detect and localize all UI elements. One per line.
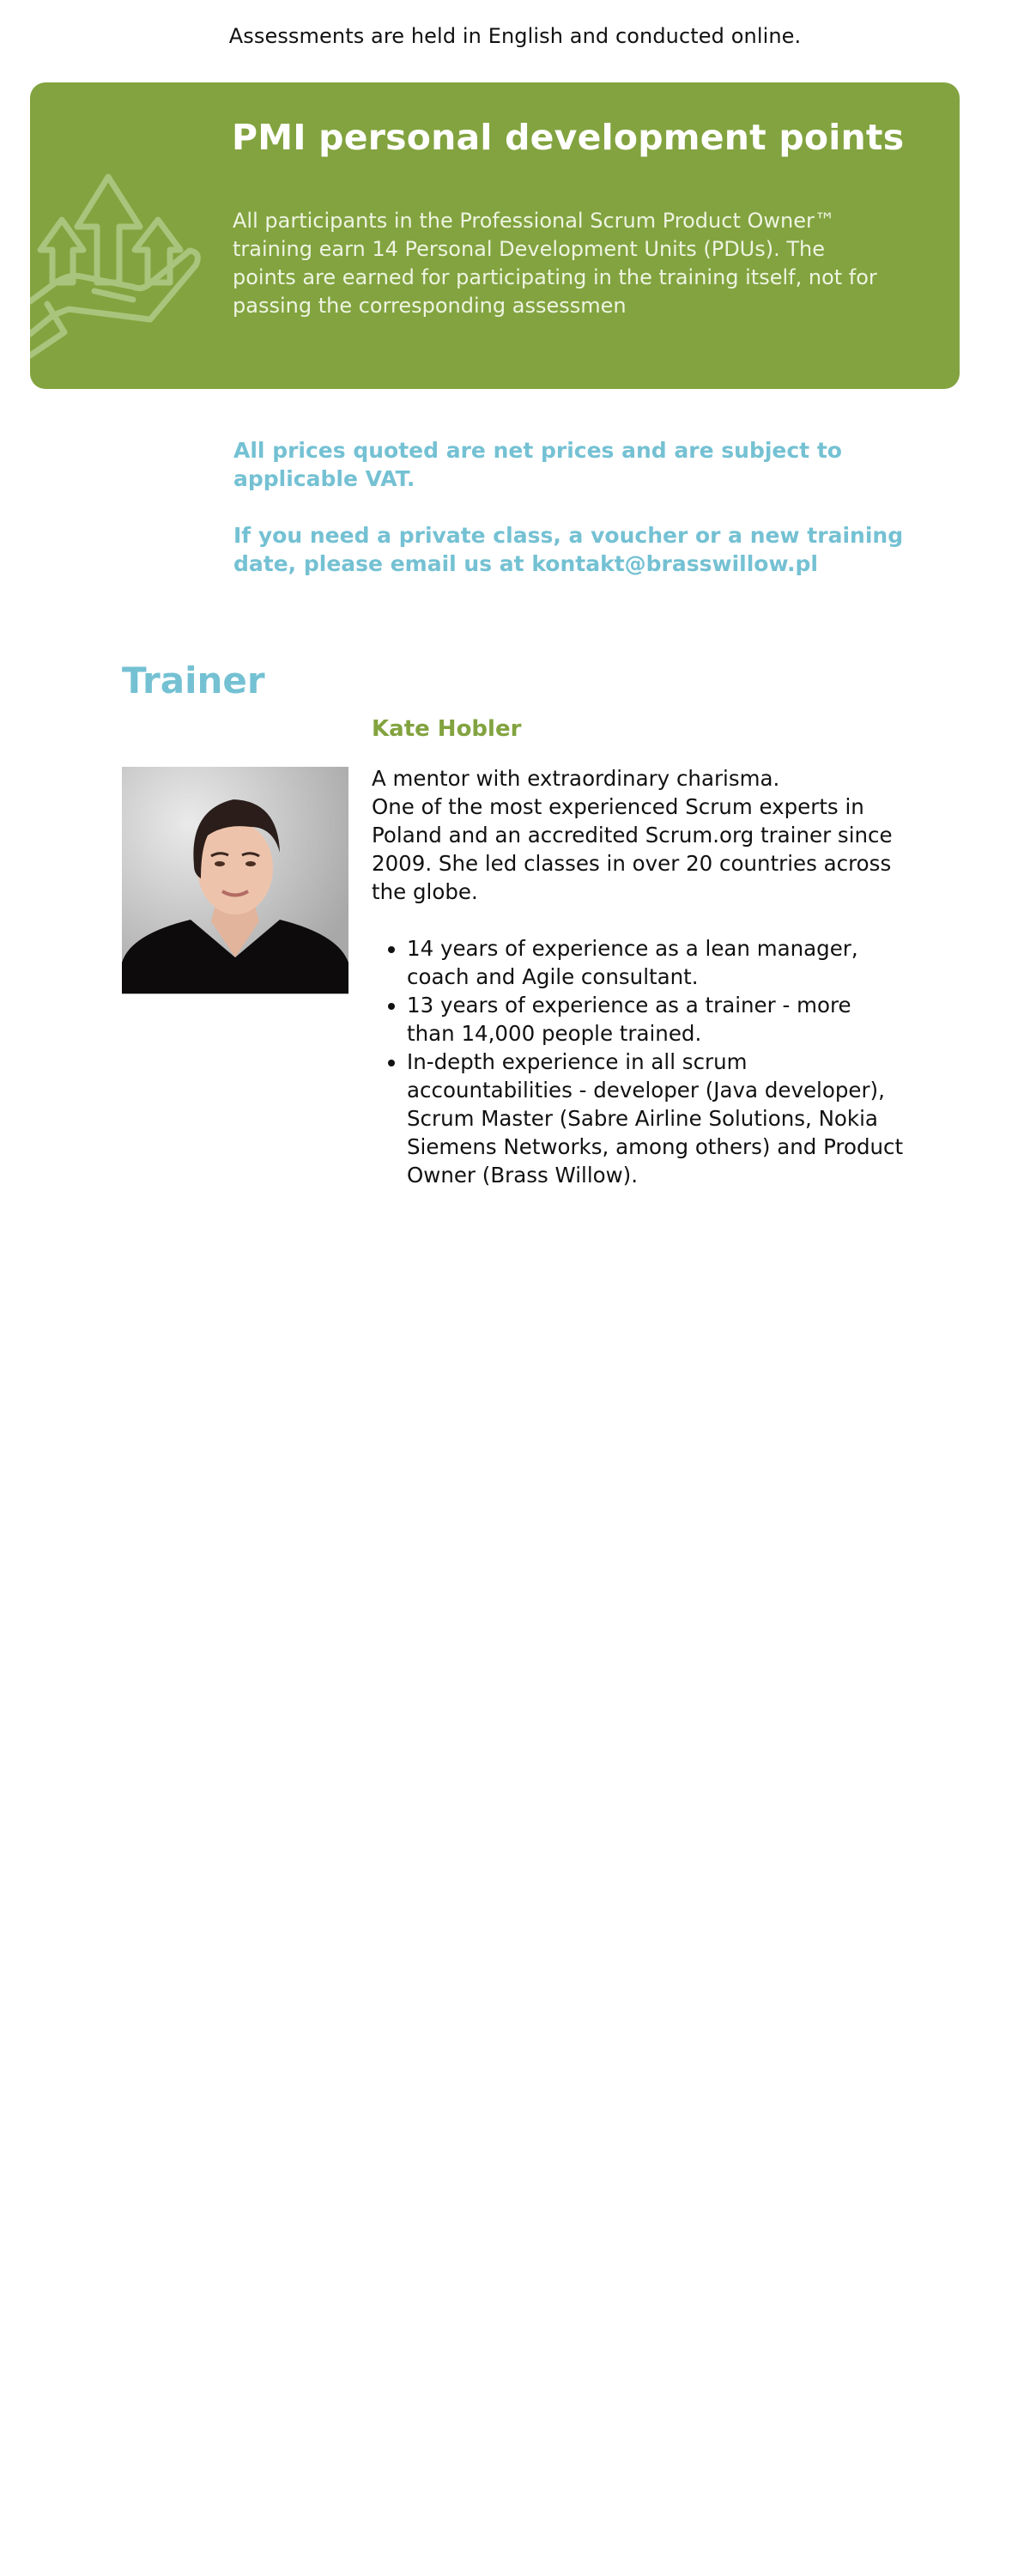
pricing-notes bbox=[233, 436, 920, 606]
trainer-name: Kate Hobler bbox=[372, 716, 522, 742]
bio-intro: A mentor with extraordinary charisma. bbox=[372, 766, 780, 791]
list-item: • 14 years of experience as a lean manager, coach and Agile consultant. bbox=[407, 934, 904, 991]
trainer-bio bbox=[372, 764, 904, 1189]
pdu-description: All participants in the Professional Scrum Product Owner™ training earn 14 Personal Development Units (PDUs). The points are earned for participating in the training itself, not for passing the corresponding assessmen bbox=[233, 209, 877, 318]
trainer-highlights-list bbox=[372, 934, 904, 1189]
trainer-photo bbox=[122, 767, 348, 994]
contact-note: If you need a private class, a voucher or a new training date, please email us at kontakt@brasswillow.pl bbox=[233, 523, 904, 576]
list-item: • 13 years of experience as a trainer - more than 14,000 people trained. bbox=[407, 991, 904, 1048]
vat-note: All prices quoted are net prices and are subject to applicable VAT. bbox=[233, 438, 842, 491]
list-item: • In-depth experience in all scrum accountabilities - developer (Java developer), Scrum Master (Sabre Airline Solutions, Nokia Siemens Networks, among others) and Product Owner (Brass Willow). bbox=[407, 1048, 904, 1189]
pdu-banner bbox=[30, 82, 960, 389]
hand-with-up-arrows-icon bbox=[30, 149, 202, 364]
assessment-note: Assessments are held in English and conducted online. bbox=[228, 24, 802, 48]
trainer-portrait-image bbox=[122, 767, 348, 993]
bio-main: One of the most experienced Scrum experts in Poland and an accredited Scrum.org trainer since 2009. She led classes in over 20 countries across the globe. bbox=[372, 794, 893, 904]
trainer-section-title: Trainer bbox=[122, 659, 265, 702]
pdu-title: PMI personal development points bbox=[232, 117, 905, 158]
